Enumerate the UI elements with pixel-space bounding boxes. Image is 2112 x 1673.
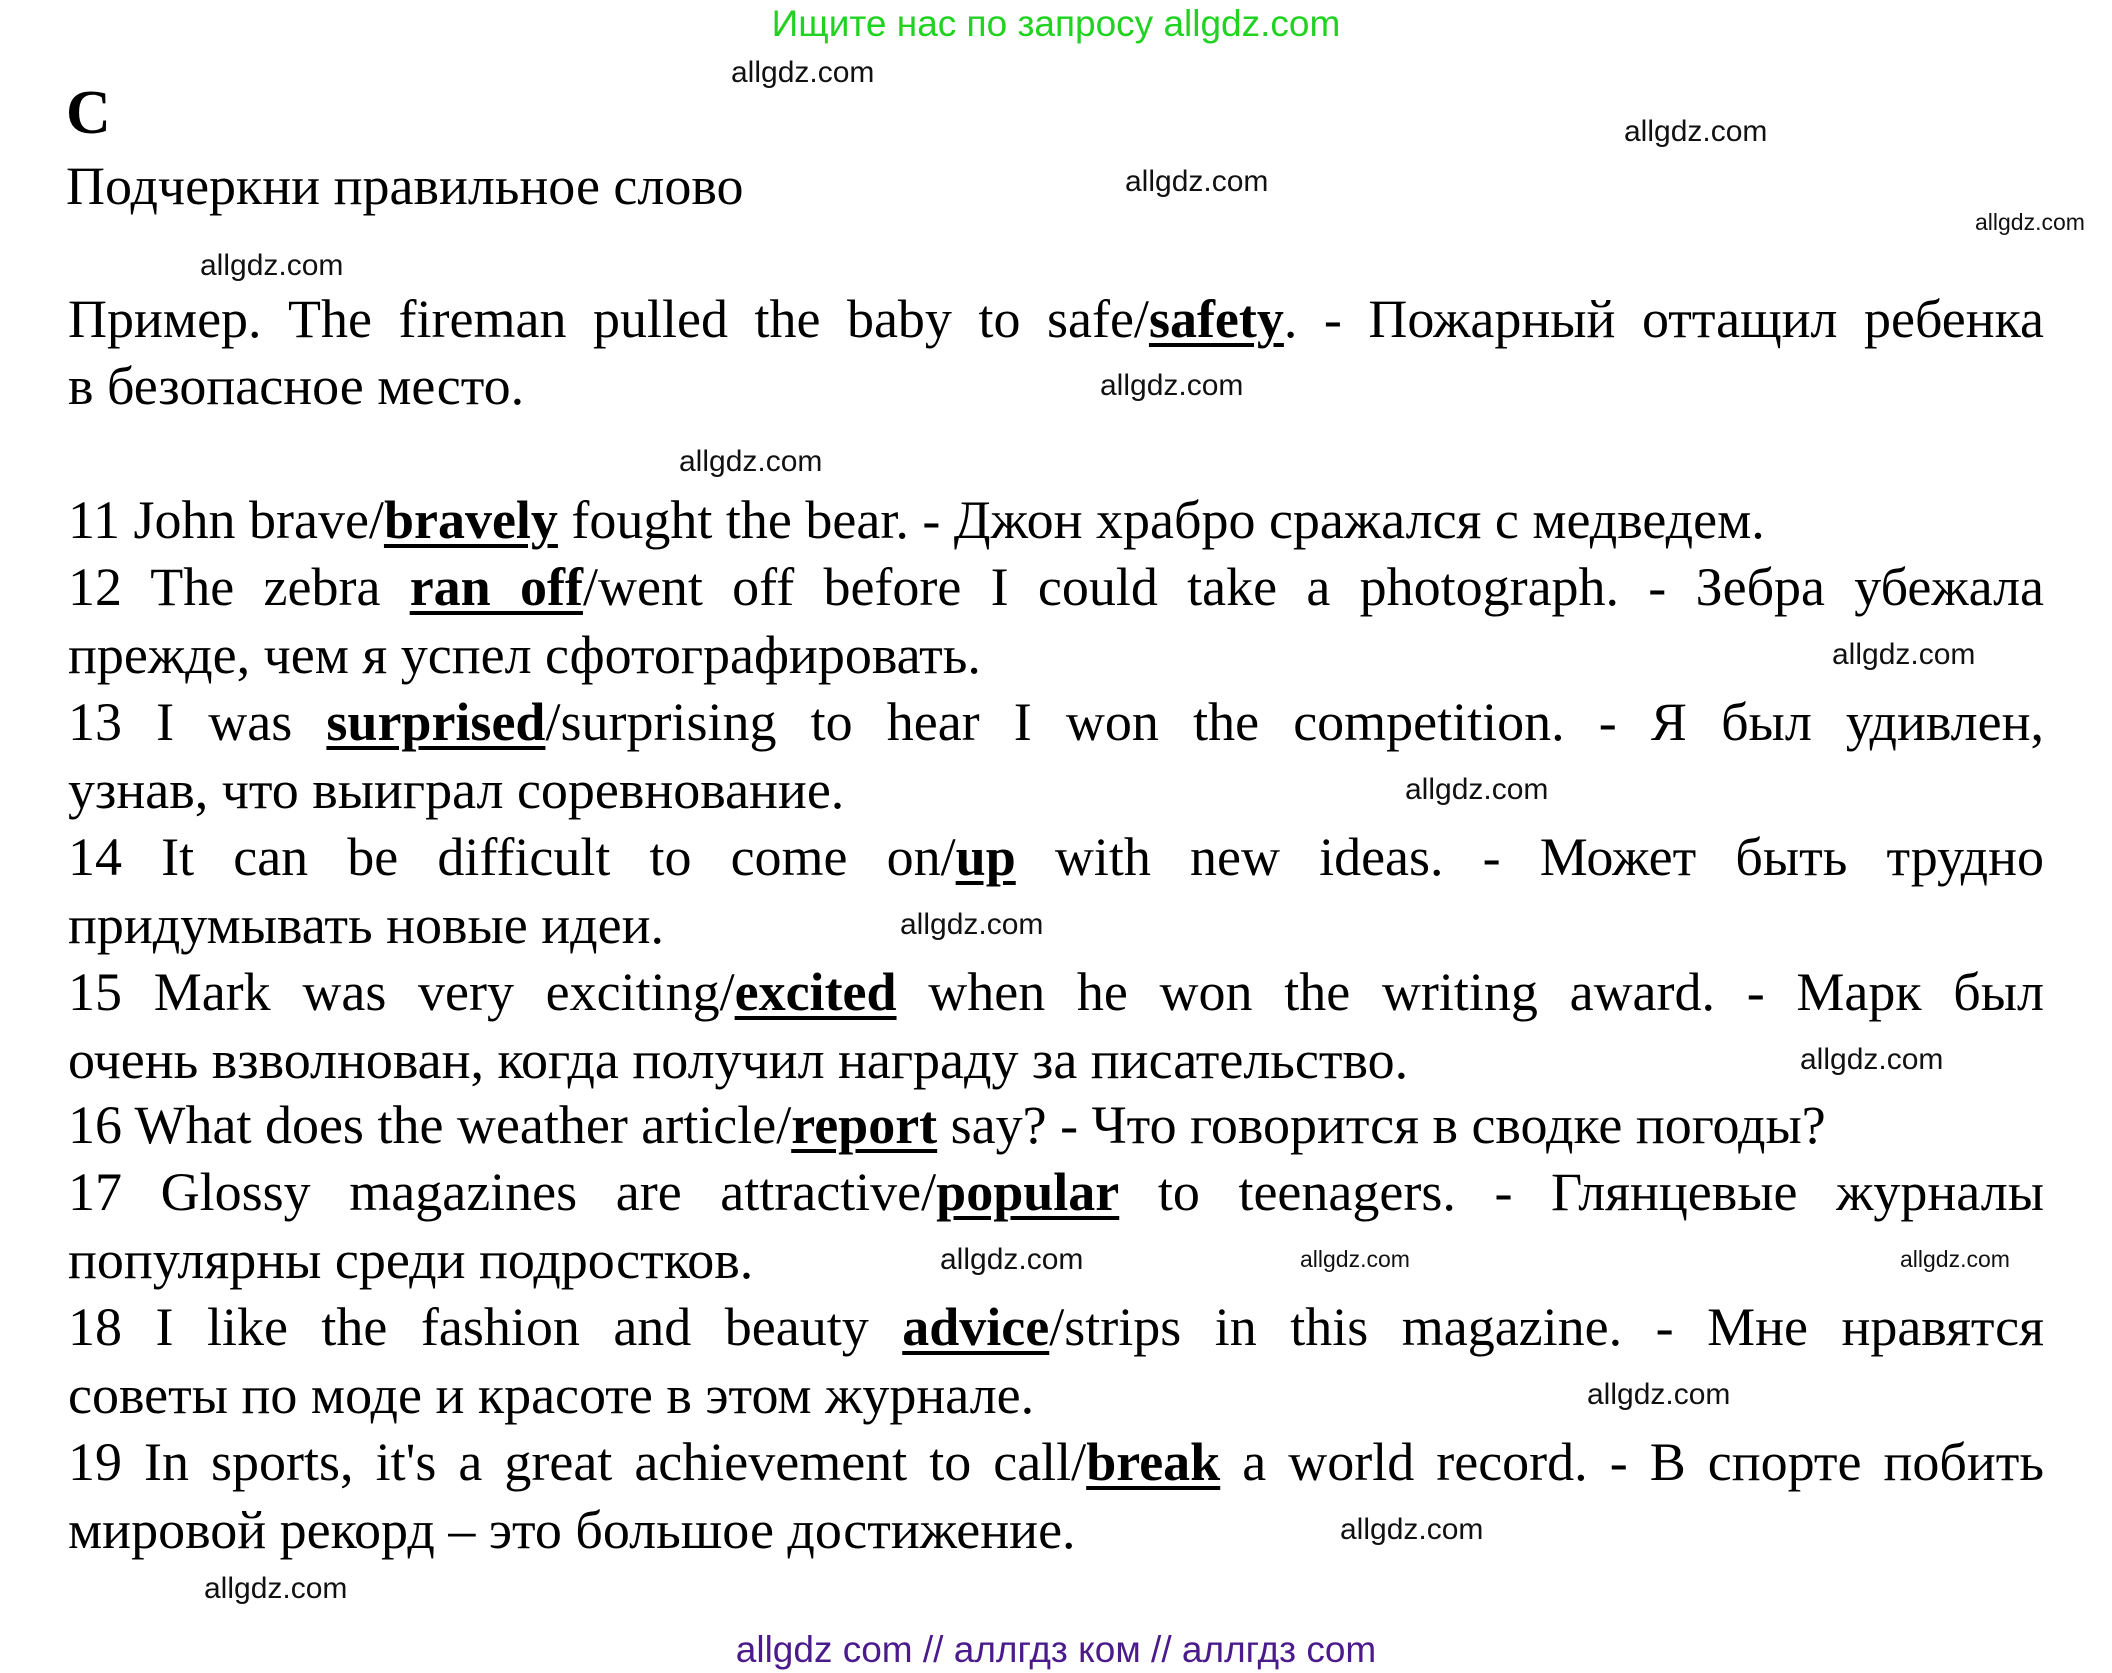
watermark: allgdz.com	[200, 249, 344, 282]
exercise-line	[68, 1361, 2044, 1429]
line-text: to teenagers. - Глянцевые журналы	[1119, 1162, 2044, 1222]
line-text: /went off before I could take a photograph. - Зебра убежала	[582, 557, 2044, 617]
exercise-line	[68, 486, 2044, 554]
exercise-line	[68, 1026, 2044, 1094]
watermark: allgdz.com	[1900, 1246, 2010, 1272]
line-text: with new ideas. - Может быть трудно	[1015, 827, 2044, 887]
exercise-line	[68, 1091, 2044, 1159]
exercise-line	[68, 553, 2044, 621]
watermark: allgdz.com	[204, 1572, 348, 1605]
watermark: allgdz.com	[1405, 773, 1549, 806]
exercise-line	[68, 621, 2044, 689]
example-line	[68, 352, 2044, 420]
exercise-line	[68, 958, 2044, 1026]
underlined-answer: surprised	[326, 692, 546, 752]
underlined-answer: ran off	[409, 557, 583, 617]
line-text: 15 Mark was very exciting/	[68, 962, 735, 1022]
exercise-line	[68, 688, 2044, 756]
line-text: 11 John brave/	[68, 490, 384, 550]
line-text: 16 What does the weather article/	[68, 1095, 792, 1155]
underlined-answer: break	[1086, 1432, 1221, 1492]
line-text: прежде, чем я успел сфотографировать.	[68, 625, 981, 685]
underlined-answer: report	[791, 1095, 938, 1155]
underlined-answer: advice	[902, 1297, 1050, 1357]
exercise-line	[68, 891, 2044, 959]
line-text: 12 The zebra	[68, 557, 410, 617]
exercise-line	[68, 1496, 2044, 1564]
line-text: . - Пожарный оттащил ребенка	[1283, 289, 2045, 349]
top-banner: Ищите нас по запросу allgdz.com	[771, 3, 1341, 44]
underlined-answer: popular	[936, 1162, 1120, 1222]
watermark: allgdz.com	[1624, 115, 1768, 148]
watermark: allgdz.com	[1832, 638, 1976, 671]
line-text: 17 Glossy magazines are attractive/	[68, 1162, 937, 1222]
watermark: allgdz.com	[1300, 1246, 1410, 1272]
line-text: a world record. - В спорте побить	[1220, 1432, 2044, 1492]
line-text: /surprising to hear I won the competition. - Я был удивлен,	[545, 692, 2044, 752]
section-letter: C	[66, 79, 111, 147]
line-text: when he won the writing award. - Марк был	[896, 962, 2044, 1022]
line-text: популярны среди подростков.	[68, 1230, 754, 1290]
instruction-heading: Подчеркни правильное слово	[66, 156, 744, 216]
example-line	[68, 285, 2044, 353]
line-text: say? - Что говорится в сводке погоды?	[937, 1095, 1826, 1155]
line-text: мировой рекорд – это большое достижение.	[68, 1500, 1076, 1560]
line-text: /strips in this magazine. - Мне нравятся	[1049, 1297, 2044, 1357]
watermark: allgdz.com	[1340, 1513, 1484, 1546]
underlined-answer: excited	[734, 962, 897, 1022]
line-text: 18 I like the fashion and beauty	[68, 1297, 903, 1357]
underlined-answer: bravely	[383, 490, 558, 550]
watermark: allgdz.com	[1800, 1043, 1944, 1076]
line-text: узнав, что выиграл соревнование.	[68, 760, 845, 820]
exercise-line	[68, 1158, 2044, 1226]
exercise-line	[68, 823, 2044, 891]
line-text: fought the bear. - Джон храбро сражался с медведем.	[557, 490, 1765, 550]
line-text: советы по моде и красоте в этом журнале.	[68, 1365, 1035, 1425]
bottom-banner: allgdz com // аллгдз ком // аллгдз com	[735, 1629, 1377, 1670]
exercise-line	[68, 1428, 2044, 1496]
watermark: allgdz.com	[679, 445, 823, 478]
watermark: allgdz.com	[1587, 1378, 1731, 1411]
watermark: allgdz.com	[731, 56, 875, 89]
watermark: allgdz.com	[1125, 165, 1269, 198]
line-text: очень взволнован, когда получил награду за писательство.	[68, 1030, 1409, 1090]
exercise-line	[68, 1293, 2044, 1361]
underlined-answer: up	[955, 827, 1016, 887]
line-text: в безопасное место.	[68, 356, 525, 416]
watermark: allgdz.com	[940, 1243, 1084, 1276]
watermark: allgdz.com	[900, 908, 1044, 941]
line-text: 13 I was	[68, 692, 327, 752]
line-text: 19 In sports, it's a great achievement to call/	[68, 1432, 1087, 1492]
watermark: allgdz.com	[1100, 369, 1244, 402]
line-text: придумывать новые идеи.	[68, 895, 664, 955]
underlined-answer: safety	[1148, 289, 1284, 349]
watermark: allgdz.com	[1975, 209, 2085, 235]
line-text: Пример. The fireman pulled the baby to safe/	[68, 289, 1149, 349]
exercise-line	[68, 756, 2044, 824]
line-text: 14 It can be difficult to come on/	[68, 827, 956, 887]
